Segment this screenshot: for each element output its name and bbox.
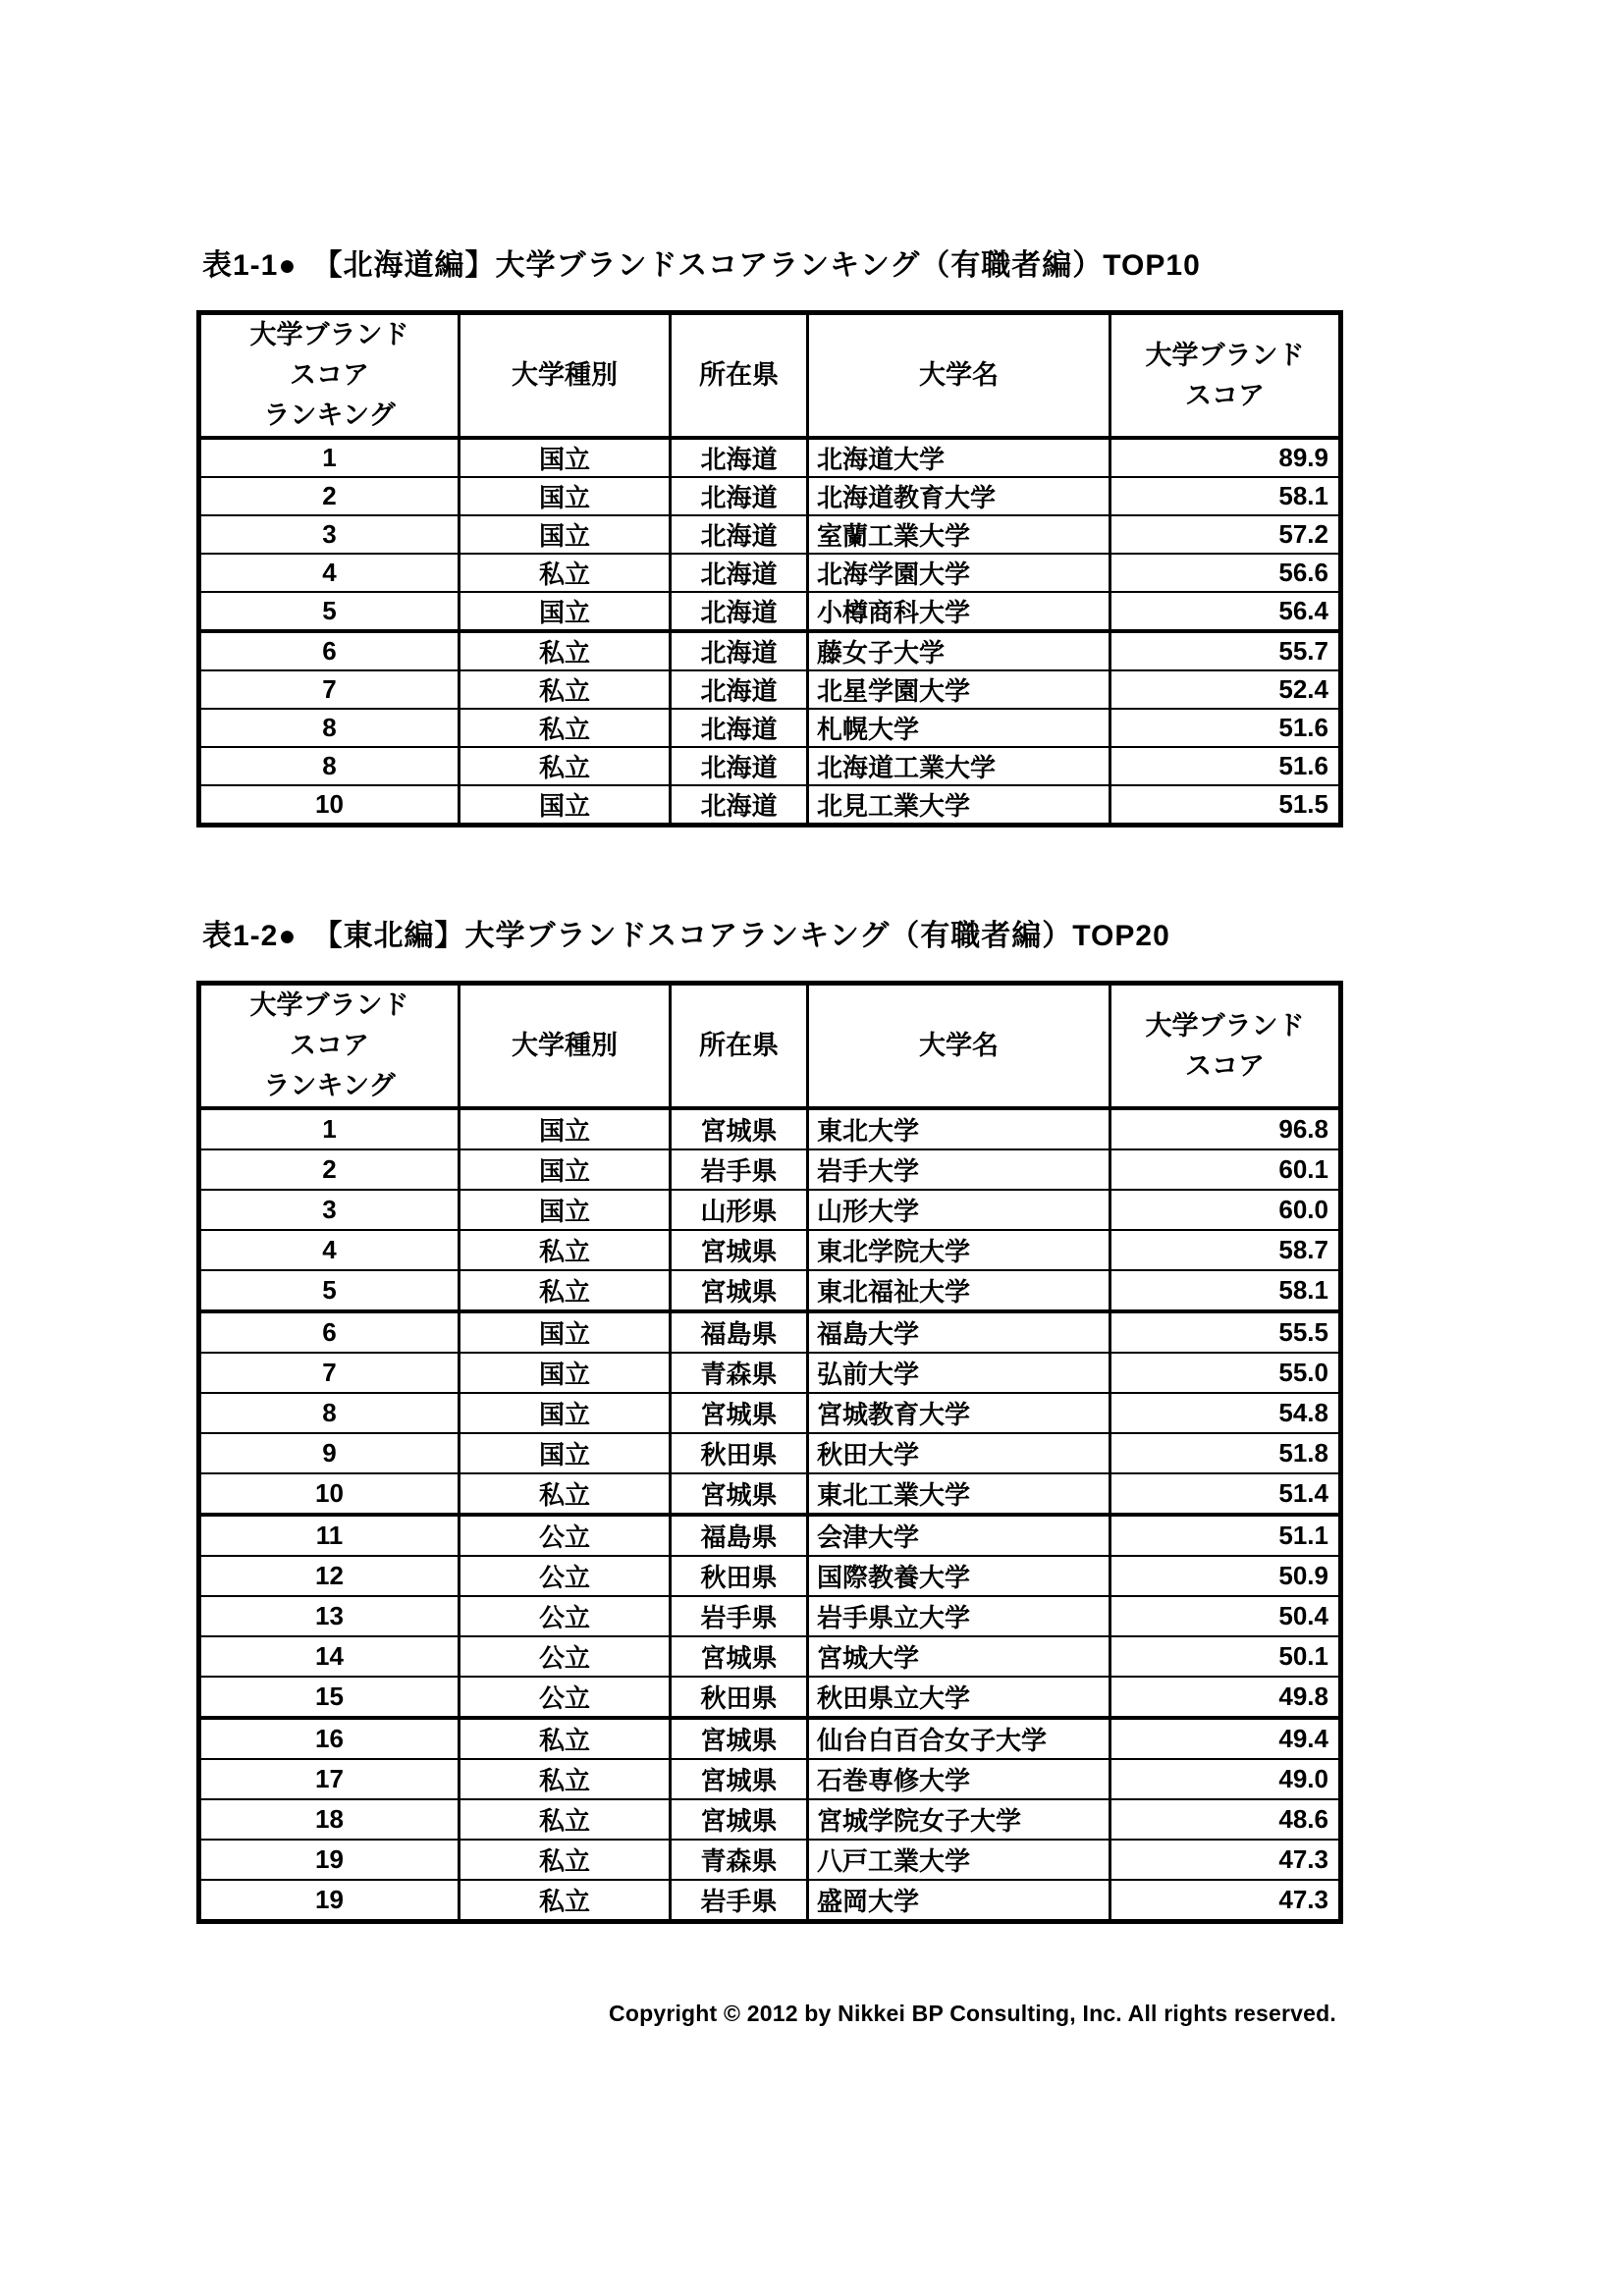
rank-cell: 5 — [199, 592, 460, 631]
rank-cell: 9 — [199, 1433, 460, 1473]
tohoku-ranking-table — [196, 981, 1343, 1924]
score-cell: 49.4 — [1110, 1718, 1341, 1759]
pref-cell: 岩手県 — [671, 1149, 808, 1190]
score-cell: 50.9 — [1110, 1556, 1341, 1596]
type-cell: 私立 — [460, 631, 671, 670]
score-cell: 51.6 — [1110, 747, 1341, 785]
rank-cell: 19 — [199, 1840, 460, 1880]
table-row — [199, 631, 1341, 670]
pref-cell: 福島県 — [671, 1311, 808, 1353]
column-header-rank — [199, 984, 460, 1109]
name-cell: 北見工業大学 — [808, 785, 1110, 826]
score-cell: 51.4 — [1110, 1473, 1341, 1515]
rank-cell: 10 — [199, 1473, 460, 1515]
column-header-line: 所在県 — [699, 360, 779, 390]
type-cell: 国立 — [460, 1108, 671, 1149]
pref-cell: 福島県 — [671, 1515, 808, 1556]
name-cell: 石巻専修大学 — [808, 1759, 1110, 1799]
table-row — [199, 1149, 1341, 1190]
pref-cell: 宮城県 — [671, 1636, 808, 1677]
pref-cell: 北海道 — [671, 438, 808, 477]
score-cell: 60.1 — [1110, 1149, 1341, 1190]
column-header-line: 大学ブランド — [249, 990, 409, 1020]
table-row — [199, 1311, 1341, 1353]
pref-cell: 北海道 — [671, 515, 808, 554]
score-cell: 55.0 — [1110, 1353, 1341, 1393]
name-cell: 北海道工業大学 — [808, 747, 1110, 785]
rank-cell: 7 — [199, 670, 460, 709]
pref-cell: 秋田県 — [671, 1556, 808, 1596]
table-row — [199, 438, 1341, 477]
name-cell: 国際教養大学 — [808, 1556, 1110, 1596]
column-header-name — [808, 313, 1110, 439]
pref-cell: 北海道 — [671, 631, 808, 670]
pref-cell: 宮城県 — [671, 1393, 808, 1433]
type-cell: 私立 — [460, 1230, 671, 1270]
pref-cell: 北海道 — [671, 785, 808, 826]
score-cell: 50.4 — [1110, 1596, 1341, 1636]
rank-cell: 3 — [199, 515, 460, 554]
column-header-line: スコア — [1185, 380, 1265, 410]
rank-cell: 16 — [199, 1718, 460, 1759]
score-cell: 49.0 — [1110, 1759, 1341, 1799]
type-cell: 私立 — [460, 1759, 671, 1799]
pref-cell: 秋田県 — [671, 1433, 808, 1473]
table-row — [199, 1353, 1341, 1393]
rank-cell: 5 — [199, 1270, 460, 1311]
score-cell: 57.2 — [1110, 515, 1341, 554]
pref-cell: 岩手県 — [671, 1880, 808, 1922]
table-title-tohoku: 表1-2● 【東北編】大学ブランドスコアランキング（有職者編）TOP20 — [202, 920, 1170, 952]
name-cell: 東北大学 — [808, 1108, 1110, 1149]
name-cell: 福島大学 — [808, 1311, 1110, 1353]
table-row — [199, 592, 1341, 631]
name-cell: 東北工業大学 — [808, 1473, 1110, 1515]
hokkaido-ranking-table — [196, 310, 1343, 828]
type-cell: 公立 — [460, 1596, 671, 1636]
name-cell: 秋田大学 — [808, 1433, 1110, 1473]
score-cell: 89.9 — [1110, 438, 1341, 477]
name-cell: 弘前大学 — [808, 1353, 1110, 1393]
pref-cell: 宮城県 — [671, 1759, 808, 1799]
rank-cell: 8 — [199, 1393, 460, 1433]
name-cell: 藤女子大学 — [808, 631, 1110, 670]
hokkaido-ranking-section — [196, 247, 1338, 828]
type-cell: 私立 — [460, 709, 671, 747]
type-cell: 国立 — [460, 592, 671, 631]
table-row — [199, 1393, 1341, 1433]
score-cell: 52.4 — [1110, 670, 1341, 709]
column-header-line: スコア — [1185, 1050, 1265, 1081]
score-cell: 47.3 — [1110, 1880, 1341, 1922]
rank-cell: 12 — [199, 1556, 460, 1596]
table-row — [199, 1556, 1341, 1596]
table-body — [199, 438, 1341, 826]
rank-cell: 6 — [199, 631, 460, 670]
table-row — [199, 1473, 1341, 1515]
table-row — [199, 515, 1341, 554]
table-row — [199, 477, 1341, 515]
column-header-type — [460, 984, 671, 1109]
table-header — [199, 984, 1341, 1109]
pref-cell: 岩手県 — [671, 1596, 808, 1636]
column-header-line: 大学ブランド — [1145, 1010, 1305, 1041]
name-cell: 東北福祉大学 — [808, 1270, 1110, 1311]
copyright-notice: Copyright © 2012 by Nikkei BP Consulting, Inc. All rights reserved. — [609, 2001, 1336, 2026]
column-header-line: 大学種別 — [512, 1031, 618, 1060]
table-row — [199, 1718, 1341, 1759]
score-cell: 47.3 — [1110, 1840, 1341, 1880]
column-header-line: ランキング — [263, 1071, 396, 1100]
column-header-line: ランキング — [263, 400, 396, 430]
type-cell: 公立 — [460, 1677, 671, 1718]
name-cell: 山形大学 — [808, 1190, 1110, 1230]
rank-cell: 8 — [199, 709, 460, 747]
rank-cell: 11 — [199, 1515, 460, 1556]
type-cell: 私立 — [460, 1799, 671, 1840]
table-title-hokkaido: 表1-1● 【北海道編】大学ブランドスコアランキング（有職者編）TOP10 — [202, 249, 1201, 282]
column-header-score — [1110, 313, 1341, 439]
rank-cell: 8 — [199, 747, 460, 785]
pref-cell: 山形県 — [671, 1190, 808, 1230]
name-cell: 北海道教育大学 — [808, 477, 1110, 515]
type-cell: 国立 — [460, 1433, 671, 1473]
table-row — [199, 1230, 1341, 1270]
score-cell: 51.5 — [1110, 785, 1341, 826]
name-cell: 北海学園大学 — [808, 554, 1110, 592]
rank-cell: 6 — [199, 1311, 460, 1353]
type-cell: 私立 — [460, 1718, 671, 1759]
type-cell: 国立 — [460, 1393, 671, 1433]
rank-cell: 2 — [199, 477, 460, 515]
header-row — [199, 984, 1341, 1109]
column-header-rank — [199, 313, 460, 439]
name-cell: 八戸工業大学 — [808, 1840, 1110, 1880]
pref-cell: 北海道 — [671, 477, 808, 515]
type-cell: 国立 — [460, 515, 671, 554]
score-cell: 50.1 — [1110, 1636, 1341, 1677]
rank-cell: 18 — [199, 1799, 460, 1840]
pref-cell: 宮城県 — [671, 1270, 808, 1311]
table-row — [199, 709, 1341, 747]
name-cell: 東北学院大学 — [808, 1230, 1110, 1270]
rank-cell: 13 — [199, 1596, 460, 1636]
type-cell: 私立 — [460, 1880, 671, 1922]
type-cell: 公立 — [460, 1636, 671, 1677]
table-row — [199, 670, 1341, 709]
rank-cell: 1 — [199, 438, 460, 477]
name-cell: 宮城学院女子大学 — [808, 1799, 1110, 1840]
type-cell: 国立 — [460, 1149, 671, 1190]
type-cell: 公立 — [460, 1556, 671, 1596]
table-row — [199, 1270, 1341, 1311]
column-header-pref — [671, 984, 808, 1109]
pref-cell: 北海道 — [671, 592, 808, 631]
score-cell: 56.4 — [1110, 592, 1341, 631]
table-row — [199, 1840, 1341, 1880]
score-cell: 96.8 — [1110, 1108, 1341, 1149]
type-cell: 私立 — [460, 747, 671, 785]
pref-cell: 宮城県 — [671, 1473, 808, 1515]
table-row — [199, 554, 1341, 592]
table-row — [199, 1596, 1341, 1636]
column-header-line: 大学ブランド — [1145, 340, 1305, 370]
score-cell: 49.8 — [1110, 1677, 1341, 1718]
table-row — [199, 1433, 1341, 1473]
rank-cell: 2 — [199, 1149, 460, 1190]
pref-cell: 北海道 — [671, 709, 808, 747]
column-header-line: 大学ブランド — [249, 320, 409, 349]
pref-cell: 北海道 — [671, 554, 808, 592]
type-cell: 私立 — [460, 1270, 671, 1311]
table-row — [199, 1636, 1341, 1677]
name-cell: 北星学園大学 — [808, 670, 1110, 709]
table-row — [199, 1677, 1341, 1718]
score-cell: 58.1 — [1110, 1270, 1341, 1311]
pref-cell: 宮城県 — [671, 1799, 808, 1840]
name-cell: 岩手県立大学 — [808, 1596, 1110, 1636]
name-cell: 盛岡大学 — [808, 1880, 1110, 1922]
table-header — [199, 313, 1341, 439]
score-cell: 56.6 — [1110, 554, 1341, 592]
type-cell: 国立 — [460, 1311, 671, 1353]
table-body — [199, 1108, 1341, 1922]
pref-cell: 青森県 — [671, 1353, 808, 1393]
pref-cell: 秋田県 — [671, 1677, 808, 1718]
column-header-line: スコア — [290, 1031, 369, 1060]
name-cell: 宮城大学 — [808, 1636, 1110, 1677]
rank-cell: 3 — [199, 1190, 460, 1230]
type-cell: 国立 — [460, 477, 671, 515]
score-cell: 58.1 — [1110, 477, 1341, 515]
table-row — [199, 1515, 1341, 1556]
type-cell: 私立 — [460, 1840, 671, 1880]
document-content — [196, 247, 1338, 2027]
table-row — [199, 1799, 1341, 1840]
type-cell: 私立 — [460, 1473, 671, 1515]
type-cell: 国立 — [460, 1190, 671, 1230]
pref-cell: 宮城県 — [671, 1108, 808, 1149]
name-cell: 会津大学 — [808, 1515, 1110, 1556]
name-cell: 宮城教育大学 — [808, 1393, 1110, 1433]
score-cell: 48.6 — [1110, 1799, 1341, 1840]
column-header-pref — [671, 313, 808, 439]
type-cell: 公立 — [460, 1515, 671, 1556]
pref-cell: 北海道 — [671, 670, 808, 709]
table-row — [199, 1190, 1341, 1230]
pref-cell: 北海道 — [671, 747, 808, 785]
score-cell: 55.7 — [1110, 631, 1341, 670]
table-row — [199, 1108, 1341, 1149]
column-header-line: 大学種別 — [512, 360, 618, 390]
name-cell: 仙台白百合女子大学 — [808, 1718, 1110, 1759]
column-header-line: 所在県 — [699, 1031, 779, 1060]
tohoku-ranking-section — [196, 918, 1338, 1924]
rank-cell: 4 — [199, 554, 460, 592]
table-row — [199, 1759, 1341, 1799]
table-row — [199, 1880, 1341, 1922]
type-cell: 国立 — [460, 785, 671, 826]
column-header-type — [460, 313, 671, 439]
header-row — [199, 313, 1341, 439]
rank-cell: 14 — [199, 1636, 460, 1677]
rank-cell: 1 — [199, 1108, 460, 1149]
score-cell: 51.8 — [1110, 1433, 1341, 1473]
pref-cell: 青森県 — [671, 1840, 808, 1880]
type-cell: 国立 — [460, 438, 671, 477]
score-cell: 51.6 — [1110, 709, 1341, 747]
score-cell: 51.1 — [1110, 1515, 1341, 1556]
name-cell: 北海道大学 — [808, 438, 1110, 477]
type-cell: 私立 — [460, 554, 671, 592]
type-cell: 私立 — [460, 670, 671, 709]
rank-cell: 4 — [199, 1230, 460, 1270]
name-cell: 札幌大学 — [808, 709, 1110, 747]
column-header-name — [808, 984, 1110, 1109]
rank-cell: 7 — [199, 1353, 460, 1393]
table-row — [199, 785, 1341, 826]
score-cell: 55.5 — [1110, 1311, 1341, 1353]
name-cell: 秋田県立大学 — [808, 1677, 1110, 1718]
rank-cell: 17 — [199, 1759, 460, 1799]
rank-cell: 10 — [199, 785, 460, 826]
name-cell: 室蘭工業大学 — [808, 515, 1110, 554]
score-cell: 58.7 — [1110, 1230, 1341, 1270]
name-cell: 岩手大学 — [808, 1149, 1110, 1190]
column-header-score — [1110, 984, 1341, 1109]
pref-cell: 宮城県 — [671, 1230, 808, 1270]
score-cell: 60.0 — [1110, 1190, 1341, 1230]
type-cell: 国立 — [460, 1353, 671, 1393]
rank-cell: 15 — [199, 1677, 460, 1718]
column-header-line: 大学名 — [919, 360, 999, 390]
rank-cell: 19 — [199, 1880, 460, 1922]
table-row — [199, 747, 1341, 785]
score-cell: 54.8 — [1110, 1393, 1341, 1433]
pref-cell: 宮城県 — [671, 1718, 808, 1759]
name-cell: 小樽商科大学 — [808, 592, 1110, 631]
column-header-line: スコア — [290, 360, 369, 390]
column-header-line: 大学名 — [919, 1031, 999, 1060]
